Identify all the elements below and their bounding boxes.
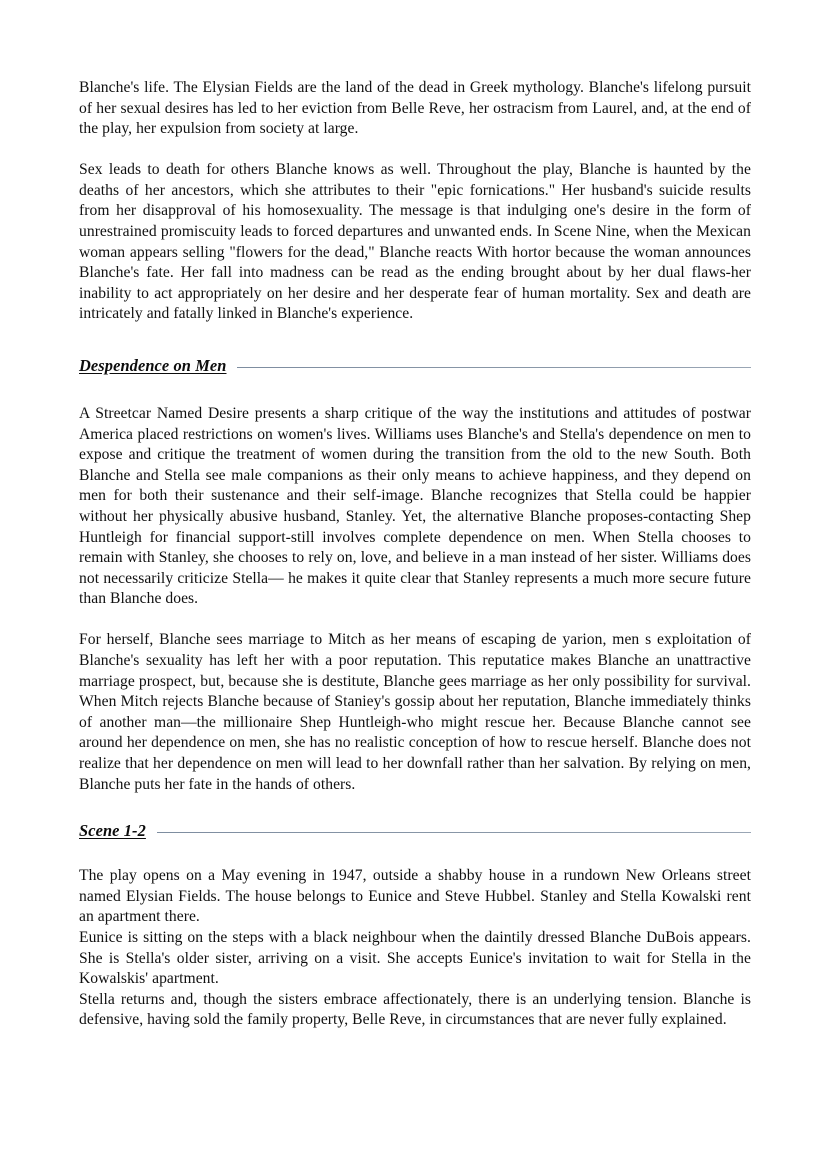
section-heading-dependence-on-men [79,356,751,376]
paragraph-eunice-blanche: Eunice is sitting on the steps with a black neighbour when the daintily dressed Blanche DuBois appears. She is Stella's older sister, arriving on a visit. She accepts Eunice's invitation to wait for Stella in the Kowalskis' apartment. [79,929,751,988]
scene-heading-spacer-bottom [79,841,751,866]
scene-heading-label: Scene 1-2 [79,821,146,841]
section-heading-scene-1-2 [79,821,751,841]
paragraph-blanche-mitch-marriage: For herself, Blanche sees marriage to Mitch as her means of escaping de yarion, men s exploitation of Blanche's sexuality has left her with a poor reputation. This reputatice makes Blanche an unattractive marriage prospect, but, because she is destitute, Blanche gees marriage as her only possibility for survival. When Mitch rejects Blanche because of Staniey's gossip about her reputation, Blanche immediately thinks of another man—the millionaire Shep Huntleigh-who might rescue her. Because Blanche cannot see around her dependence on men, she has no realistic conception of how to rescue herself. Blanche does not realize that her dependence on men will lead to her downfall rather than her salvation. By relying on men, Blanche puts her fate in the hands of others. [79,631,751,793]
scene-heading-spacer-top [79,795,751,821]
paragraph-spacer [79,610,751,631]
paragraph-sex-and-death: Sex leads to death for others Blanche knows as well. Throughout the play, Blanche is haunted by the deaths of her ancestors, which she attributes to their "epic fornications." Her husband's suicide results from her disapproval of his homosexuality. The message is that indulging one's desire in the form of unrestrained promiscuity leads to forced departures and unwanted ends. In Scene Nine, when the Mexican woman appears selling "flowers for the dead," Blanche reacts With hortor because the woman announces Blanche's fate. Her fall into madness can be read as the ending brought about by her dual flaws-her inability to act appropriately on her desire and her desperate fear of human mortality. Sex and death are intricately and fatally linked in Blanche's experience. [79,161,751,323]
scene-heading-rule-line [157,832,751,833]
heading-spacer-top [79,325,751,356]
paragraph-spacer [79,140,751,161]
paragraph-scene-opening: The play opens on a May evening in 1947, outside a shabby house in a rundown New Orleans street named Elysian Fields. The house belongs to Eunice and Steve Hubbel. Stanley and Stella Kowalski rent an apartment there. [79,867,751,926]
paragraph-stella-returns: Stella returns and, though the sisters embrace affectionately, there is an underlying tension. Blanche is defensive, having sold the family property, Belle Reve, in circumstances that are never fully explained. [79,990,751,1029]
heading-spacer-bottom [79,376,751,404]
paragraph-elysian-fields: Blanche's life. The Elysian Fields are the land of the dead in Greek mythology. Blanche's lifelong pursuit of her sexual desires has led to her eviction from Belle Reve, her ostracism from Laurel, and, at the end of the play, her expulsion from society at large. [79,79,751,138]
section-heading-label: Despendence on Men [79,356,227,376]
document-body [79,78,751,1031]
paragraph-streetcar-critique: A Streetcar Named Desire presents a sharp critique of the way the institutions and attitudes of postwar America placed restrictions on women's lives. Williams uses Blanche's and Stella's dependence on men to expose and critique the treatment of women during the transition from the old to the new South. Both Blanche and Stella see male companions as their only means to achieve happiness, and they depend on men for both their sustenance and their self-image. Blanche recognizes that Stella could be happier without her physically abusive husband, Stanley. Yet, the alternative Blanche proposes-contacting Shep Huntleigh for financial support-still involves complete dependence on men. When Stella chooses to remain with Stanley, she chooses to rely on, love, and believe in a man instead of her sister. Williams does not necessarily criticize Stella— he makes it quite clear that Stanley represents a much more secure future than Blanche does. [79,405,751,608]
scene-summary-block [79,866,751,1031]
heading-rule-line [237,367,751,368]
